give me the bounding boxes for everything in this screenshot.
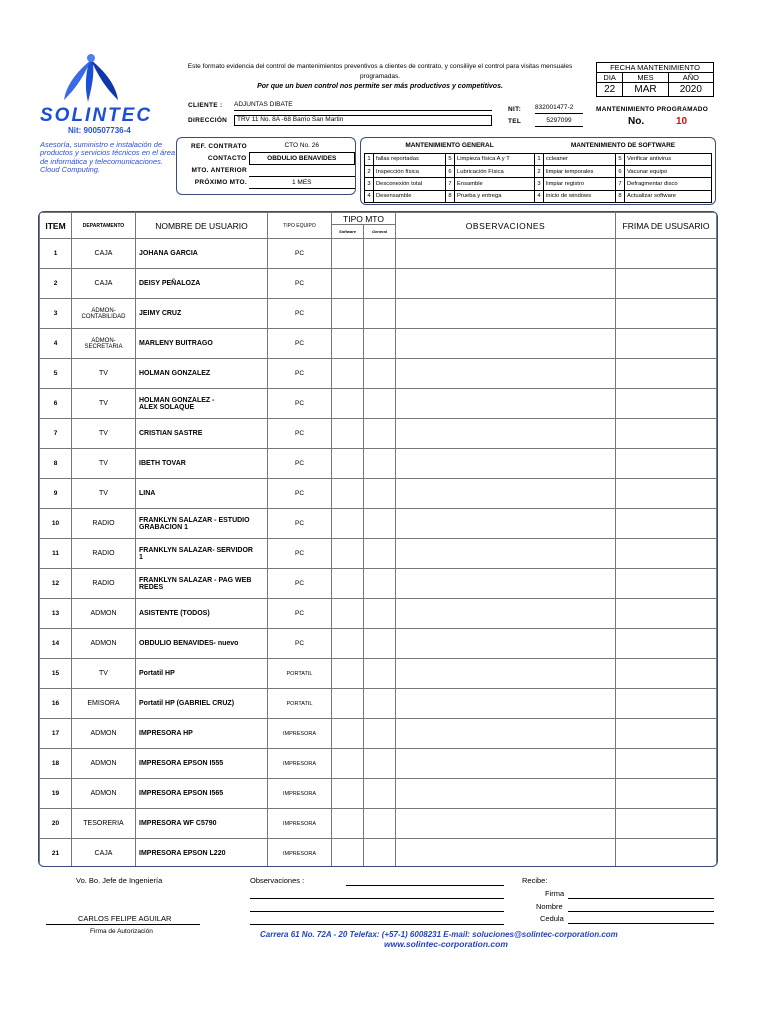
cell-tipo-equipo: PC <box>268 299 332 329</box>
cell-departamento: ADMON <box>72 719 136 749</box>
th-tipo-mto: TIPO MTO <box>332 213 396 225</box>
cell-firma[interactable] <box>616 809 717 839</box>
cell-observaciones[interactable] <box>396 449 616 479</box>
cell-observaciones[interactable] <box>396 359 616 389</box>
contacto-value[interactable]: OBDULIO BENAVIDES <box>249 152 355 164</box>
cell-firma[interactable] <box>616 599 717 629</box>
cell-nombre: JOHANA GARCIA <box>136 239 268 269</box>
cell-software-check[interactable] <box>332 599 364 629</box>
cedula-field[interactable] <box>568 914 714 924</box>
fecha-ano-header: AÑO <box>668 73 713 83</box>
th-item: ITEM <box>40 213 72 239</box>
programado-title: MANTENIMIENTO PROGRAMADO <box>596 106 709 113</box>
table-row <box>40 509 717 539</box>
cell-general-check[interactable] <box>364 449 396 479</box>
main-table-box <box>38 211 718 867</box>
cell-departamento: ADMON <box>72 749 136 779</box>
cell-general-check[interactable] <box>364 299 396 329</box>
cell-firma[interactable] <box>616 569 717 599</box>
fecha-dia[interactable]: 22 <box>597 83 623 97</box>
cell-software-check[interactable] <box>332 329 364 359</box>
cell-general-check[interactable] <box>364 359 396 389</box>
mto-software-num: 6 <box>616 165 625 177</box>
ref-contrato-value[interactable]: CTO No. 26 <box>284 142 320 150</box>
cell-departamento: CAJA <box>72 269 136 299</box>
mto-row <box>365 178 712 190</box>
mto-software-task: ccleaner <box>544 153 616 165</box>
cell-software-check[interactable] <box>332 509 364 539</box>
cell-observaciones[interactable] <box>396 479 616 509</box>
cell-firma[interactable] <box>616 449 717 479</box>
cell-nombre: Portatil HP (GABRIEL CRUZ) <box>136 689 268 719</box>
cell-observaciones[interactable] <box>396 509 616 539</box>
cell-tipo-equipo: PC <box>268 389 332 419</box>
cell-tipo-equipo: PC <box>268 269 332 299</box>
table-row <box>40 689 717 719</box>
cell-item: 19 <box>40 779 72 809</box>
mto-software-task: Verificar antivirus <box>625 153 712 165</box>
cell-tipo-equipo: PC <box>268 539 332 569</box>
cell-item: 1 <box>40 239 72 269</box>
mto-software-num: 4 <box>535 190 544 202</box>
cell-software-check[interactable] <box>332 779 364 809</box>
cell-observaciones[interactable] <box>396 689 616 719</box>
cell-departamento: EMISORA <box>72 689 136 719</box>
cell-general-check[interactable] <box>364 389 396 419</box>
cell-observaciones[interactable] <box>396 419 616 449</box>
table-row <box>40 719 717 749</box>
cell-general-check[interactable] <box>364 839 396 868</box>
cell-observaciones[interactable] <box>396 719 616 749</box>
table-row <box>40 839 717 868</box>
cell-observaciones[interactable] <box>396 839 616 868</box>
mto-software-title: MANTENIMIENTO DE SOFTWARE <box>570 142 676 150</box>
cell-tipo-equipo: IMPRESORA <box>268 779 332 809</box>
cell-item: 7 <box>40 419 72 449</box>
cell-nombre: DEISY PEÑALOZA <box>136 269 268 299</box>
cell-general-check[interactable] <box>364 689 396 719</box>
cell-item: 15 <box>40 659 72 689</box>
cell-tipo-equipo: PC <box>268 569 332 599</box>
cell-nombre: LINA <box>136 479 268 509</box>
cell-firma[interactable] <box>616 239 717 269</box>
table-row <box>40 329 717 359</box>
cell-software-check[interactable] <box>332 659 364 689</box>
cell-item: 3 <box>40 299 72 329</box>
cell-software-check[interactable] <box>332 239 364 269</box>
cell-general-check[interactable] <box>364 749 396 779</box>
cell-nombre: MARLENY BUITRAGO <box>136 329 268 359</box>
firma-field[interactable] <box>568 889 714 899</box>
equipment-table <box>39 212 717 867</box>
cell-general-check[interactable] <box>364 809 396 839</box>
intro-slogan: Por que un buen control nos permite ser más productivos y competitivos. <box>257 83 503 90</box>
cell-firma[interactable] <box>616 659 717 689</box>
mto-general-num: 8 <box>446 190 455 202</box>
th-software: Software <box>332 225 364 239</box>
cell-general-check[interactable] <box>364 239 396 269</box>
table-row <box>40 599 717 629</box>
cell-tipo-equipo: PC <box>268 509 332 539</box>
tel-value[interactable]: 5297099 <box>535 117 583 127</box>
cell-software-check[interactable] <box>332 479 364 509</box>
cell-departamento: TV <box>72 479 136 509</box>
cell-software-check[interactable] <box>332 359 364 389</box>
mto-anterior-value[interactable] <box>249 164 355 176</box>
cell-item: 17 <box>40 719 72 749</box>
table-row <box>40 659 717 689</box>
programado-no-label: No. <box>628 116 645 127</box>
direccion-label: DIRECCIÓN <box>188 117 228 124</box>
cell-departamento: CAJA <box>72 239 136 269</box>
cell-software-check[interactable] <box>332 419 364 449</box>
cell-departamento: ADMON- SECRETARIA <box>72 329 136 359</box>
table-row <box>40 389 717 419</box>
cell-observaciones[interactable] <box>396 389 616 419</box>
fecha-dia-header: DIA <box>597 73 623 83</box>
cell-firma[interactable] <box>616 269 717 299</box>
mto-general-num: 3 <box>365 178 374 190</box>
cell-nombre: CRISTIAN SASTRE <box>136 419 268 449</box>
recibe-label: Recibe: <box>522 876 548 885</box>
cell-observaciones[interactable] <box>396 269 616 299</box>
th-firma: FRIMA DE USUSARIO <box>616 213 717 239</box>
cell-general-check[interactable] <box>364 569 396 599</box>
cell-software-check[interactable] <box>332 389 364 419</box>
mto-software-task: Actualizar software <box>625 190 712 202</box>
ref-contrato-label: REF. CONTRATO <box>190 142 247 150</box>
cell-departamento: TESORERIA <box>72 809 136 839</box>
cell-nombre: Portatil HP <box>136 659 268 689</box>
mto-row <box>365 190 712 202</box>
cell-departamento: TV <box>72 389 136 419</box>
cell-firma[interactable] <box>616 389 717 419</box>
th-general: General <box>364 225 396 239</box>
cell-observaciones[interactable] <box>396 749 616 779</box>
mto-general-task: fallas reportadas <box>374 153 446 165</box>
fecha-table <box>596 62 714 97</box>
cedula-label: Cedula <box>540 914 564 923</box>
cell-tipo-equipo: PC <box>268 359 332 389</box>
cell-firma[interactable] <box>616 479 717 509</box>
mto-general-num: 1 <box>365 153 374 165</box>
mto-software-task: limpiar temporales <box>544 165 616 177</box>
cell-general-check[interactable] <box>364 599 396 629</box>
cell-firma[interactable] <box>616 539 717 569</box>
cell-tipo-equipo: PC <box>268 629 332 659</box>
logo-text: SOLINTEC <box>40 105 153 126</box>
cell-nombre: HOLMAN GONZALEZ <box>136 359 268 389</box>
cell-tipo-equipo: IMPRESORA <box>268 839 332 868</box>
cell-observaciones[interactable] <box>396 239 616 269</box>
mto-software-num: 7 <box>616 178 625 190</box>
cell-general-check[interactable] <box>364 719 396 749</box>
mto-general-task: Ensamble <box>455 178 535 190</box>
cell-item: 13 <box>40 599 72 629</box>
cell-departamento: ADMON <box>72 599 136 629</box>
cell-general-check[interactable] <box>364 659 396 689</box>
cell-tipo-equipo: PORTATIL <box>268 689 332 719</box>
cell-software-check[interactable] <box>332 749 364 779</box>
cell-nombre: FRANKLYN SALAZAR - ESTUDIO GRABACION 1 <box>136 509 268 539</box>
corp-web[interactable]: www.solintec-corporation.com <box>384 939 508 949</box>
observaciones-line-2[interactable] <box>250 889 504 899</box>
cell-firma[interactable] <box>616 689 717 719</box>
mto-software-task: Defragmentar disco <box>625 178 712 190</box>
cell-firma[interactable] <box>616 329 717 359</box>
cell-software-check[interactable] <box>332 449 364 479</box>
cell-departamento: RADIO <box>72 569 136 599</box>
cell-departamento: ADMON <box>72 779 136 809</box>
mantenimiento-box <box>360 137 716 205</box>
cell-observaciones[interactable] <box>396 779 616 809</box>
cell-tipo-equipo: PC <box>268 329 332 359</box>
th-tipo-equipo: TIPO EQUIPO <box>268 213 332 239</box>
cell-firma[interactable] <box>616 749 717 779</box>
mto-general-num: 6 <box>446 165 455 177</box>
cell-departamento: ADMON <box>72 629 136 659</box>
firma-autorizacion: Firma de Autorización <box>90 928 153 935</box>
cell-general-check[interactable] <box>364 509 396 539</box>
table-row <box>40 569 717 599</box>
fecha-ano[interactable]: 2020 <box>668 83 713 97</box>
intro-text: Este formato evidencia del control de mantenimientos preventivos a clientes de contrato, y consiliiye el control para visitas mensuales programadas. <box>187 63 573 80</box>
cell-tipo-equipo: PC <box>268 599 332 629</box>
cell-firma[interactable] <box>616 629 717 659</box>
mto-general-num: 7 <box>446 178 455 190</box>
mto-anterior-label: MTO. ANTERIOR <box>191 166 247 174</box>
cell-observaciones[interactable] <box>396 809 616 839</box>
th-departamento: DEPARTAMENTO <box>72 213 136 239</box>
cell-tipo-equipo: PC <box>268 479 332 509</box>
cell-observaciones[interactable] <box>396 329 616 359</box>
cell-observaciones[interactable] <box>396 539 616 569</box>
th-nombre: NOMBRE DE USUARIO <box>136 213 268 239</box>
proximo-mto-value[interactable]: 1 MES <box>249 176 355 188</box>
table-row <box>40 479 717 509</box>
cell-general-check[interactable] <box>364 479 396 509</box>
cell-nombre: HOLMAN GONZALEZ - ALEX SOLAQUE <box>136 389 268 419</box>
cell-firma[interactable] <box>616 359 717 389</box>
mto-software-num: 2 <box>535 165 544 177</box>
cell-tipo-equipo: PC <box>268 449 332 479</box>
mto-row <box>365 153 712 165</box>
cell-item: 11 <box>40 539 72 569</box>
programado-no-value[interactable]: 10 <box>676 116 688 127</box>
cell-item: 9 <box>40 479 72 509</box>
cell-item: 4 <box>40 329 72 359</box>
cell-general-check[interactable] <box>364 779 396 809</box>
mto-general-task: Desensamble <box>374 190 446 202</box>
mto-general-num: 4 <box>365 190 374 202</box>
mto-general-num: 5 <box>446 153 455 165</box>
cell-nombre: IMPRESORA EPSON L220 <box>136 839 268 868</box>
cell-software-check[interactable] <box>332 269 364 299</box>
cell-tipo-equipo: IMPRESORA <box>268 719 332 749</box>
table-row <box>40 299 717 329</box>
cell-item: 12 <box>40 569 72 599</box>
cell-firma[interactable] <box>616 419 717 449</box>
cell-item: 8 <box>40 449 72 479</box>
observaciones-line-3[interactable] <box>250 902 504 912</box>
cell-software-check[interactable] <box>332 629 364 659</box>
cell-item: 21 <box>40 839 72 868</box>
cell-departamento: RADIO <box>72 539 136 569</box>
cell-general-check[interactable] <box>364 419 396 449</box>
cell-item: 14 <box>40 629 72 659</box>
mto-general-title: MANTENIMIENTO GENERAL <box>405 142 494 150</box>
cell-firma[interactable] <box>616 509 717 539</box>
fecha-title: FECHA MANTENIMIENTO <box>597 63 714 73</box>
mto-general-task: Prueba y entrega <box>455 190 535 202</box>
mto-row <box>365 165 712 177</box>
company-promo: Asesoría, suministro e instalación de productos y servicios técnicos en el área de informática y telecomunicaciones. Cloud Computing. <box>40 140 176 174</box>
mto-general-task: Inspección física <box>374 165 446 177</box>
corp-address: Carrera 61 No. 72A - 20 Telefax: (+57-1) 6008231 E-mail: soluciones@solintec-corporation.com <box>260 930 618 939</box>
tel-label: TEL <box>508 118 522 125</box>
table-row <box>40 629 717 659</box>
cell-item: 18 <box>40 749 72 779</box>
cell-nombre: IMPRESORA WF C5790 <box>136 809 268 839</box>
firma-label: Firma <box>545 889 565 898</box>
observaciones-line-1[interactable] <box>346 876 504 886</box>
nombre-field[interactable] <box>568 902 714 912</box>
cliente-label: CLIENTE : <box>188 102 223 109</box>
cell-tipo-equipo: IMPRESORA <box>268 749 332 779</box>
cell-departamento: TV <box>72 659 136 689</box>
cell-nombre: ASISTENTE (TODOS) <box>136 599 268 629</box>
cell-tipo-equipo: PORTATIL <box>268 659 332 689</box>
signer-name: CARLOS FELIPE AGUILAR <box>78 914 172 923</box>
company-nit: Nit: 900507736-4 <box>68 126 131 135</box>
cell-software-check[interactable] <box>332 689 364 719</box>
cell-departamento: ADMON- CONTABILIDAD <box>72 299 136 329</box>
cell-nombre: OBDULIO BENAVIDES- nuevo <box>136 629 268 659</box>
observaciones-line-4[interactable] <box>250 915 504 925</box>
cell-departamento: TV <box>72 359 136 389</box>
nombre-label: Nombre <box>536 902 563 911</box>
cell-item: 10 <box>40 509 72 539</box>
cell-nombre: FRANKLYN SALAZAR- SERVIDOR 1 <box>136 539 268 569</box>
cell-item: 2 <box>40 269 72 299</box>
table-row <box>40 809 717 839</box>
cell-departamento: RADIO <box>72 509 136 539</box>
cell-software-check[interactable] <box>332 719 364 749</box>
cell-departamento: TV <box>72 449 136 479</box>
cell-tipo-equipo: PC <box>268 239 332 269</box>
mto-software-num: 5 <box>616 153 625 165</box>
cell-software-check[interactable] <box>332 809 364 839</box>
cell-item: 5 <box>40 359 72 389</box>
cell-general-check[interactable] <box>364 269 396 299</box>
cell-nombre: IMPRESORA EPSON I565 <box>136 779 268 809</box>
table-row <box>40 449 717 479</box>
signature-line <box>46 924 200 925</box>
table-row <box>40 269 717 299</box>
table-row <box>40 359 717 389</box>
cell-departamento: TV <box>72 419 136 449</box>
table-row <box>40 239 717 269</box>
mto-general-num: 2 <box>365 165 374 177</box>
proximo-mto-label: PRÓXIMO MTO. <box>194 178 247 186</box>
cell-software-check[interactable] <box>332 839 364 868</box>
client-nit-value[interactable]: 832001477-2 <box>535 104 583 114</box>
mto-general-task: Desconexión total <box>374 178 446 190</box>
cell-observaciones[interactable] <box>396 629 616 659</box>
cell-item: 6 <box>40 389 72 419</box>
cell-departamento: CAJA <box>72 839 136 868</box>
client-nit-label: NIT: <box>508 106 522 113</box>
cell-tipo-equipo: IMPRESORA <box>268 809 332 839</box>
direccion-value[interactable]: TRV 11 No. 8A -68 Barrio San Martin <box>234 115 492 126</box>
cell-nombre: IBETH TOVAR <box>136 449 268 479</box>
mto-general-task: Lubricación Física <box>455 165 535 177</box>
mto-general-task: Limpieza física A y T <box>455 153 535 165</box>
mto-software-num: 3 <box>535 178 544 190</box>
cell-nombre: FRANKLYN SALAZAR - PAG WEB REDES <box>136 569 268 599</box>
mto-software-num: 1 <box>535 153 544 165</box>
mto-software-num: 8 <box>616 190 625 202</box>
table-row <box>40 539 717 569</box>
cell-observaciones[interactable] <box>396 659 616 689</box>
cell-software-check[interactable] <box>332 299 364 329</box>
cell-item: 20 <box>40 809 72 839</box>
fecha-mes[interactable]: MAR <box>623 83 668 97</box>
cell-firma[interactable] <box>616 779 717 809</box>
cell-item: 16 <box>40 689 72 719</box>
th-observaciones: OBSERVACIONES <box>396 213 616 239</box>
cell-general-check[interactable] <box>364 539 396 569</box>
cell-observaciones[interactable] <box>396 569 616 599</box>
observaciones-label: Observaciones : <box>250 876 305 885</box>
cliente-value[interactable]: ADJUNTAS DIBATE <box>234 101 492 111</box>
cell-observaciones[interactable] <box>396 299 616 329</box>
table-row <box>40 779 717 809</box>
table-row <box>40 749 717 779</box>
cell-nombre: IMPRESORA HP <box>136 719 268 749</box>
cell-firma[interactable] <box>616 839 717 868</box>
mto-software-task: inicio de windows <box>544 190 616 202</box>
vobo-label: Vo. Bo. Jefe de Ingeniería <box>76 876 163 885</box>
cell-firma[interactable] <box>616 719 717 749</box>
mto-software-task: limpiar registro <box>544 178 616 190</box>
cell-nombre: JEIMY CRUZ <box>136 299 268 329</box>
cell-general-check[interactable] <box>364 329 396 359</box>
mto-software-task: Vacunar equipo <box>625 165 712 177</box>
cell-firma[interactable] <box>616 299 717 329</box>
cell-observaciones[interactable] <box>396 599 616 629</box>
cell-nombre: IMPRESORA EPSON I555 <box>136 749 268 779</box>
fecha-mes-header: MES <box>623 73 668 83</box>
cell-software-check[interactable] <box>332 569 364 599</box>
table-row <box>40 419 717 449</box>
cell-software-check[interactable] <box>332 539 364 569</box>
cell-general-check[interactable] <box>364 629 396 659</box>
cell-tipo-equipo: PC <box>268 419 332 449</box>
contrato-box <box>176 137 356 195</box>
contacto-label: CONTACTO <box>207 154 247 162</box>
